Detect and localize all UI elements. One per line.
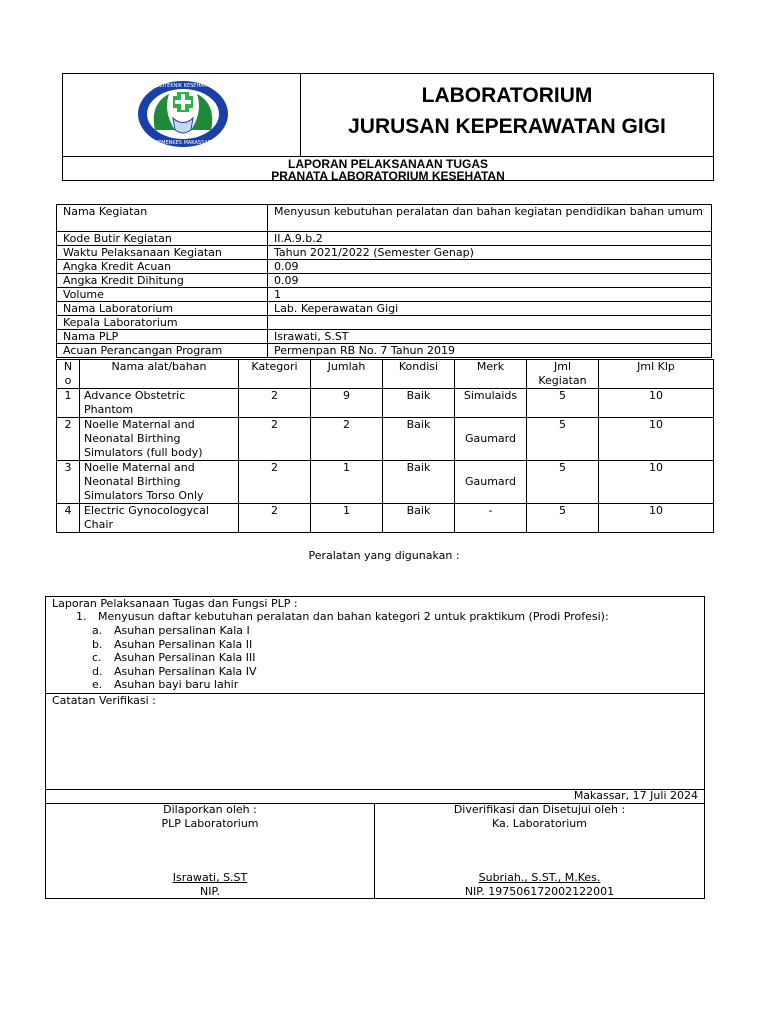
cell-kondisi: Baik <box>383 418 455 461</box>
cell-kategori: 2 <box>239 461 311 504</box>
info-row <box>57 246 712 260</box>
cell-jumlah: 1 <box>311 504 383 533</box>
cell-jml-kegiatan: 5 <box>527 389 599 418</box>
logo-cell <box>63 74 301 156</box>
info-label: Angka Kredit Acuan <box>57 260 268 274</box>
cell-nama: Advance Obstetric Phantom <box>80 389 239 418</box>
info-value: II.A.9.b.2 <box>268 232 712 246</box>
verifier-role: Ka. Laboratorium <box>492 817 587 830</box>
col-nama: Nama alat/bahan <box>80 360 239 389</box>
equipment-table <box>56 359 714 533</box>
report-subitem <box>46 665 257 679</box>
cell-jml-klp: 10 <box>599 461 714 504</box>
verified-by-label: Diverifikasi dan Disetujui oleh : <box>453 803 626 816</box>
cell-jumlah: 9 <box>311 389 383 418</box>
subtitle-line1: LAPORAN PELAKSANAAN TUGAS <box>287 157 488 171</box>
department-title: JURUSAN KEPERAWATAN GIGI <box>348 115 666 138</box>
col-kategori: Kategori <box>239 360 311 389</box>
cell-kategori: 2 <box>239 389 311 418</box>
cell-jml-kegiatan: 5 <box>527 461 599 504</box>
peralatan-label: Peralatan yang digunakan : <box>308 549 460 562</box>
subtitle-line2: PRANATA LABORATORIUM KESEHATAN <box>271 169 505 183</box>
subitem-text: Asuhan persalinan Kala I <box>114 624 250 637</box>
reporter-nip: NIP. <box>200 885 220 898</box>
info-label: Kepala Laboratorium <box>57 316 268 330</box>
subitem-text: Asuhan Persalinan Kala II <box>114 637 253 651</box>
activity-info-table <box>56 204 712 358</box>
cell-jml-klp: 10 <box>599 418 714 461</box>
reporter-signature-block <box>46 803 374 831</box>
info-value: Permenpan RB No. 7 Tahun 2019 <box>268 344 712 358</box>
info-label: Waktu Pelaksanaan Kegiatan <box>57 246 268 260</box>
col-no: N o <box>57 360 80 389</box>
subitem-text: Asuhan bayi baru lahir <box>114 678 239 691</box>
info-label: Acuan Perancangan Program <box>57 344 268 358</box>
report-title: Laporan Pelaksanaan Tugas dan Fungsi PLP : <box>52 597 298 610</box>
reported-by-label: Dilaporkan oleh : <box>163 803 257 816</box>
info-value: 0.09 <box>268 260 712 274</box>
svg-text:KEMENKES MAKASSAR: KEMENKES MAKASSAR <box>154 140 212 146</box>
report-subitem-list <box>46 624 257 692</box>
info-row <box>57 330 712 344</box>
cell-no: 2 <box>57 418 80 461</box>
verifier-name: Subriah., S.ST., M.Kes. <box>478 871 601 884</box>
col-merk: Merk <box>455 360 527 389</box>
info-row <box>57 260 712 274</box>
report-subitem <box>46 678 257 692</box>
cell-jml-klp: 10 <box>599 504 714 533</box>
reporter-name: Israwati, S.ST <box>172 871 248 884</box>
info-value: Menyusun kebutuhan peralatan dan bahan kegiatan pendidikan bahan umum <box>268 205 712 232</box>
cell-nama: Electric Gynocologycal Chair <box>80 504 239 533</box>
info-value: Lab. Keperawatan Gigi <box>268 302 712 316</box>
info-label: Nama Laboratorium <box>57 302 268 316</box>
cell-no: 1 <box>57 389 80 418</box>
report-subitem <box>46 624 257 638</box>
col-jml-klp: Jml Klp <box>599 360 714 389</box>
info-row <box>57 205 712 232</box>
cell-jml-kegiatan: 5 <box>527 418 599 461</box>
report-box <box>45 596 705 899</box>
info-label: Volume <box>57 288 268 302</box>
cell-kategori: 2 <box>239 504 311 533</box>
reporter-role: PLP Laboratorium <box>161 817 259 830</box>
info-label: Nama PLP <box>57 330 268 344</box>
info-row <box>57 288 712 302</box>
info-row <box>57 316 712 330</box>
title-cell <box>301 74 713 156</box>
report-date: Makassar, 17 Juli 2024 <box>573 789 698 802</box>
cell-merk: Gaumard <box>455 461 527 504</box>
info-value: 0.09 <box>268 274 712 288</box>
equipment-row <box>57 418 714 461</box>
col-jumlah: Jumlah <box>311 360 383 389</box>
verifier-signature-block <box>375 803 704 831</box>
col-kondisi: Kondisi <box>383 360 455 389</box>
equipment-row <box>57 389 714 418</box>
cell-no: 3 <box>57 461 80 504</box>
cell-jumlah: 1 <box>311 461 383 504</box>
cell-nama: Noelle Maternal and Neonatal Birthing Simulators Torso Only <box>80 461 239 504</box>
cell-merk: Gaumard <box>455 418 527 461</box>
info-row <box>57 232 712 246</box>
cell-jml-kegiatan: 5 <box>527 504 599 533</box>
svg-text:POLITEKNIK KESEHATAN: POLITEKNIK KESEHATAN <box>152 83 214 89</box>
subitem-letter: c. <box>92 651 102 664</box>
subitem-text: Asuhan Persalinan Kala III <box>114 651 256 664</box>
equipment-row <box>57 461 714 504</box>
col-jml-kegiatan: Jml Kegiatan <box>527 360 599 389</box>
cell-jml-klp: 10 <box>599 389 714 418</box>
subitem-text: Asuhan Persalinan Kala IV <box>114 664 257 678</box>
verification-notes-label: Catatan Verifikasi : <box>52 694 156 707</box>
subitem-letter: a. <box>92 624 103 637</box>
cell-nama: Noelle Maternal and Neonatal Birthing Simulators (full body) <box>80 418 239 461</box>
cell-jumlah: 2 <box>311 418 383 461</box>
cell-merk: Simulaids <box>455 389 527 418</box>
poltekkes-logo <box>135 78 231 150</box>
subitem-letter: b. <box>92 637 103 651</box>
info-label: Nama Kegiatan <box>57 205 268 232</box>
info-label: Angka Kredit Dihitung <box>57 274 268 288</box>
info-row <box>57 344 712 358</box>
info-value <box>268 316 712 330</box>
report-subitem <box>46 651 257 665</box>
cell-merk: - <box>455 504 527 533</box>
report-subtitle <box>63 156 713 183</box>
info-value: Israwati, S.ST <box>268 330 712 344</box>
equipment-header-row <box>57 360 714 389</box>
info-row <box>57 302 712 316</box>
report-subitem <box>46 638 257 652</box>
info-value: 1 <box>268 288 712 302</box>
info-row <box>57 274 712 288</box>
cell-kondisi: Baik <box>383 504 455 533</box>
info-value: Tahun 2021/2022 (Semester Genap) <box>268 246 712 260</box>
report-item-text: Menyusun daftar kebutuhan peralatan dan bahan kategori 2 untuk praktikum (Prodi Profesi): <box>98 610 609 623</box>
document-header <box>62 73 714 181</box>
report-item-number: 1. <box>76 610 87 623</box>
cell-kondisi: Baik <box>383 461 455 504</box>
reporter-name-block <box>46 871 374 899</box>
subitem-letter: e. <box>92 678 103 691</box>
lab-title: LABORATORIUM <box>421 84 593 107</box>
equipment-row <box>57 504 714 533</box>
cell-kondisi: Baik <box>383 389 455 418</box>
cell-no: 4 <box>57 504 80 533</box>
subitem-letter: d. <box>92 664 103 678</box>
verifier-name-block <box>375 871 704 899</box>
verifier-nip: NIP. 197506172002122001 <box>464 885 615 898</box>
info-label: Kode Butir Kegiatan <box>57 232 268 246</box>
cell-kategori: 2 <box>239 418 311 461</box>
